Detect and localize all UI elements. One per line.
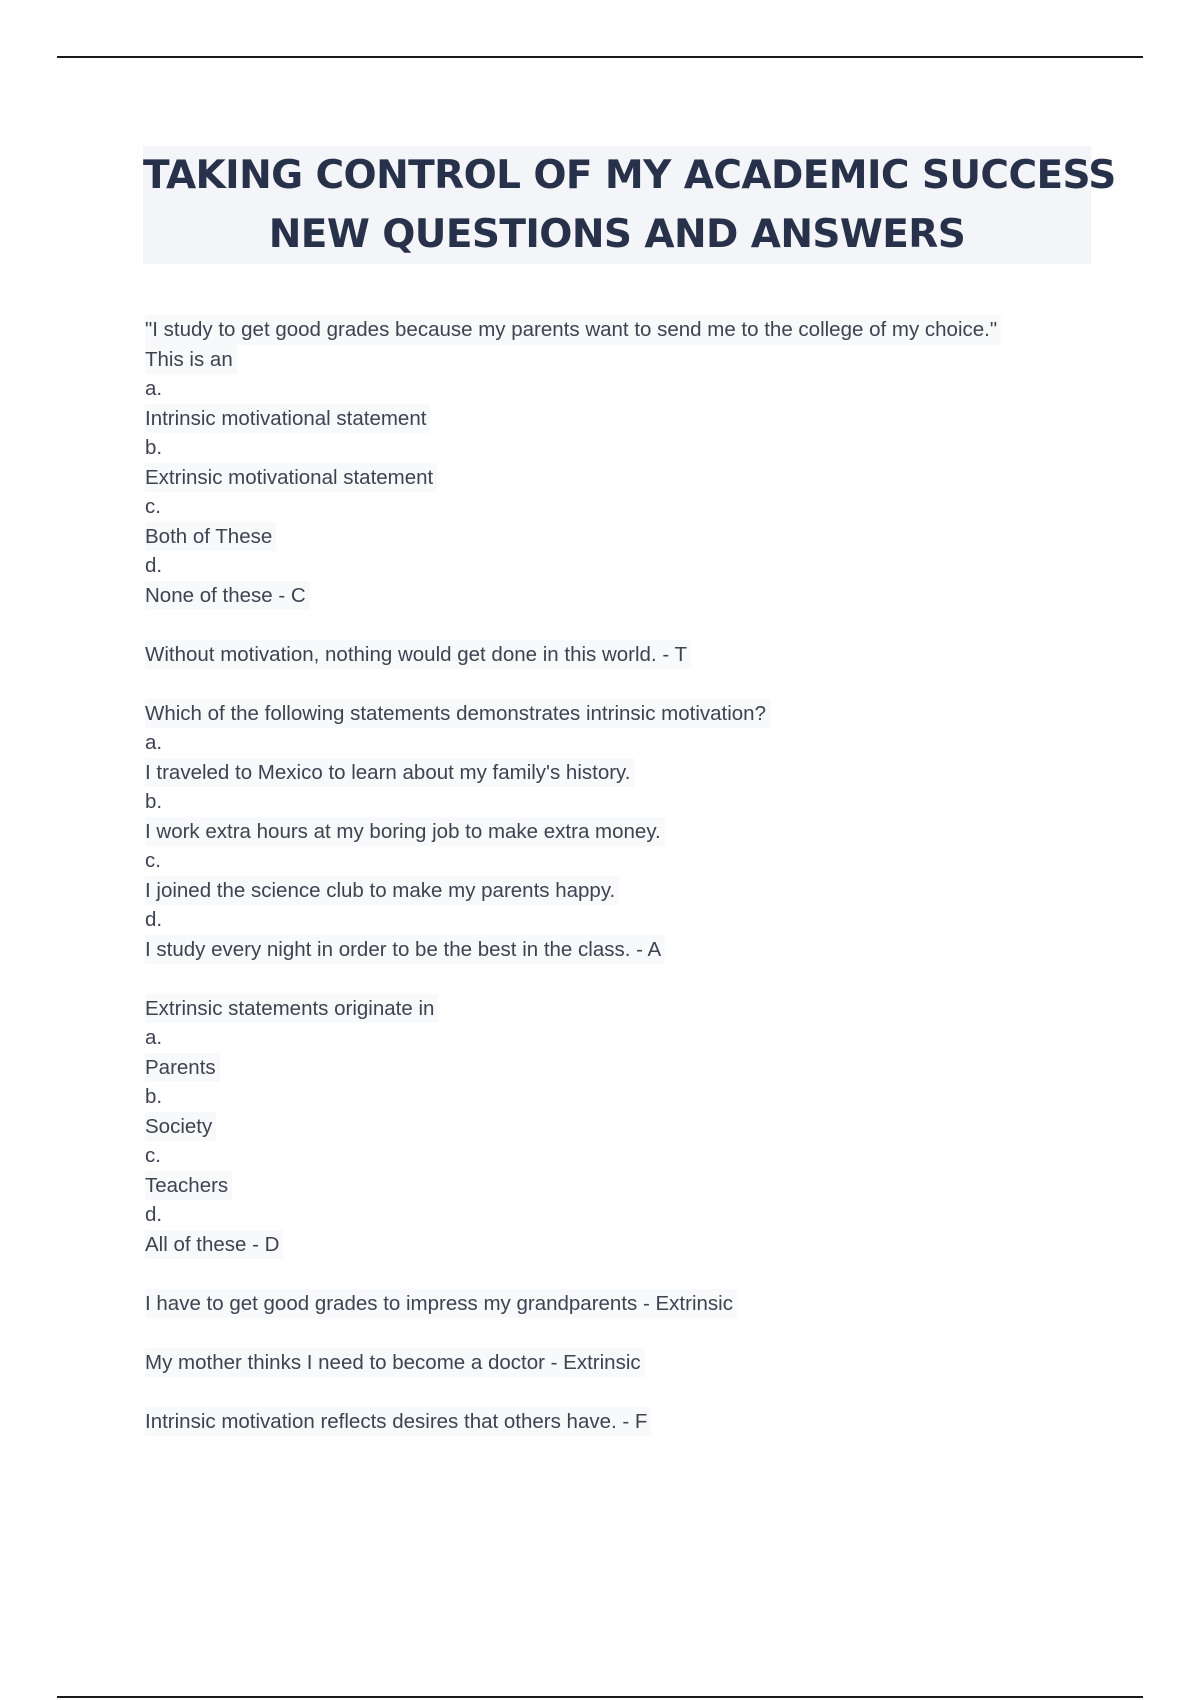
option-text: I traveled to Mexico to learn about my family's history. <box>145 758 634 788</box>
option-text-with-answer: All of these - D <box>145 1230 283 1260</box>
option-letter: a. <box>145 377 163 400</box>
question-text: Which of the following statements demonstrates intrinsic motivation? <box>145 699 770 729</box>
option-letter: b. <box>145 790 163 813</box>
option-text: Both of These <box>145 522 276 552</box>
qa-item <box>145 640 1085 670</box>
title-line-1: TAKING CONTROL OF MY ACADEMIC SUCCESS <box>143 153 1116 198</box>
qa-item <box>145 1289 1085 1319</box>
option-text: Extrinsic motivational statement <box>145 463 437 493</box>
option-text-with-answer: I study every night in order to be the best in the class. - A <box>145 935 665 965</box>
question-text: Extrinsic statements originate in <box>145 994 438 1024</box>
option-text-with-answer: None of these - C <box>145 581 310 611</box>
statement-with-answer: My mother thinks I need to become a doctor - Extrinsic <box>145 1348 645 1378</box>
qa-item <box>145 1348 1085 1378</box>
option-text: Society <box>145 1112 216 1142</box>
option-text: I joined the science club to make my parents happy. <box>145 876 619 906</box>
option-letter: b. <box>145 1085 163 1108</box>
option-letter: c. <box>145 849 161 872</box>
statement-with-answer: I have to get good grades to impress my grandparents - Extrinsic <box>145 1289 737 1319</box>
option-letter: c. <box>145 1144 161 1167</box>
option-letter: a. <box>145 1026 163 1049</box>
header-rule <box>57 56 1143 58</box>
qa-item <box>145 315 1085 610</box>
title-line-2: NEW QUESTIONS AND ANSWERS <box>268 212 966 257</box>
option-text: I work extra hours at my boring job to make extra money. <box>145 817 665 847</box>
footer-rule <box>57 1696 1143 1698</box>
option-letter: b. <box>145 436 163 459</box>
option-letter: a. <box>145 731 163 754</box>
question-text: This is an <box>145 345 237 375</box>
option-letter: d. <box>145 1203 163 1226</box>
qa-item <box>145 1407 1085 1437</box>
qa-item <box>145 994 1085 1260</box>
statement-with-answer: Intrinsic motivation reflects desires that others have. - F <box>145 1407 651 1437</box>
option-text: Teachers <box>145 1171 232 1201</box>
option-letter: c. <box>145 495 161 518</box>
statement-with-answer: Without motivation, nothing would get done in this world. - T <box>145 640 691 670</box>
option-text: Intrinsic motivational statement <box>145 404 430 434</box>
option-text: Parents <box>145 1053 220 1083</box>
qa-item <box>145 699 1085 965</box>
option-letter: d. <box>145 908 163 931</box>
document-title <box>143 146 1116 264</box>
qa-list <box>145 315 1085 1466</box>
option-letter: d. <box>145 554 163 577</box>
question-text: "I study to get good grades because my parents want to send me to the college of my choice." <box>145 315 1001 345</box>
